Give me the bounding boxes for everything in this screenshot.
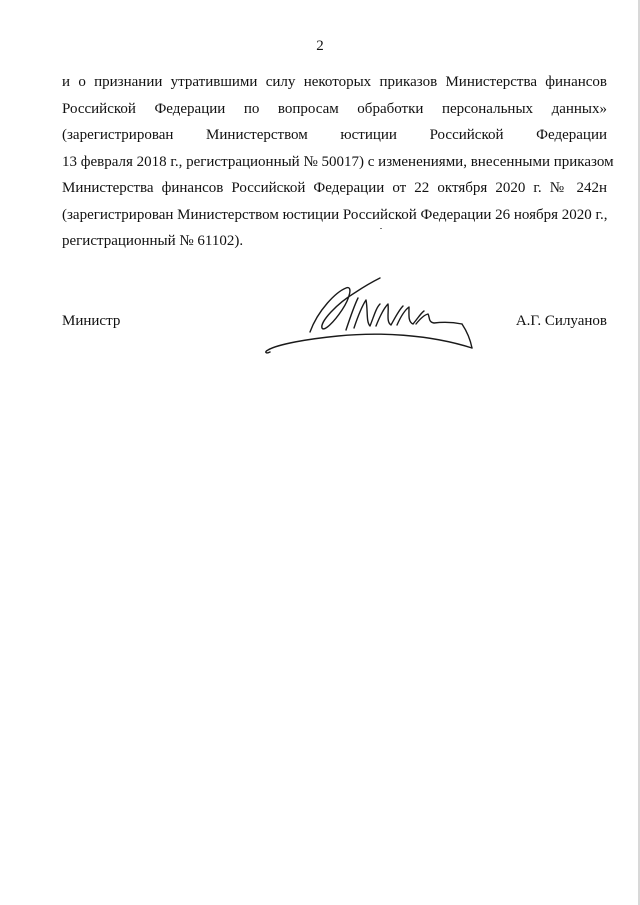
body-line-3: (зарегистрирован Министерством юстиции Российской Федерации	[62, 127, 607, 143]
body-paragraph	[62, 69, 614, 255]
body-line-1: и о признании утратившими силу некоторых приказов Министерства финансов	[62, 74, 607, 90]
body-line-5: Министерства финансов Российской Федерации от 22 октября 2020 г. № 242н	[62, 180, 607, 196]
page-number: 2	[316, 38, 324, 54]
body-line-7: регистрационный № 61102).	[62, 233, 244, 249]
handwritten-signature	[258, 270, 478, 362]
signatory-title: Министр	[62, 313, 121, 329]
body-line-4: 13 февраля 2018 г., регистрационный № 50017) с изменениями, внесенными приказом	[62, 153, 614, 170]
body-line-6: (зарегистрирован Министерством юстиции Российской Федерации 26 ноября 2020 г.,	[62, 206, 608, 223]
signatory-name: А.Г. Силуанов	[515, 313, 607, 329]
body-line-2: Российской Федерации по вопросам обработки персональных данных»	[62, 100, 607, 117]
scan-speck	[380, 228, 382, 229]
